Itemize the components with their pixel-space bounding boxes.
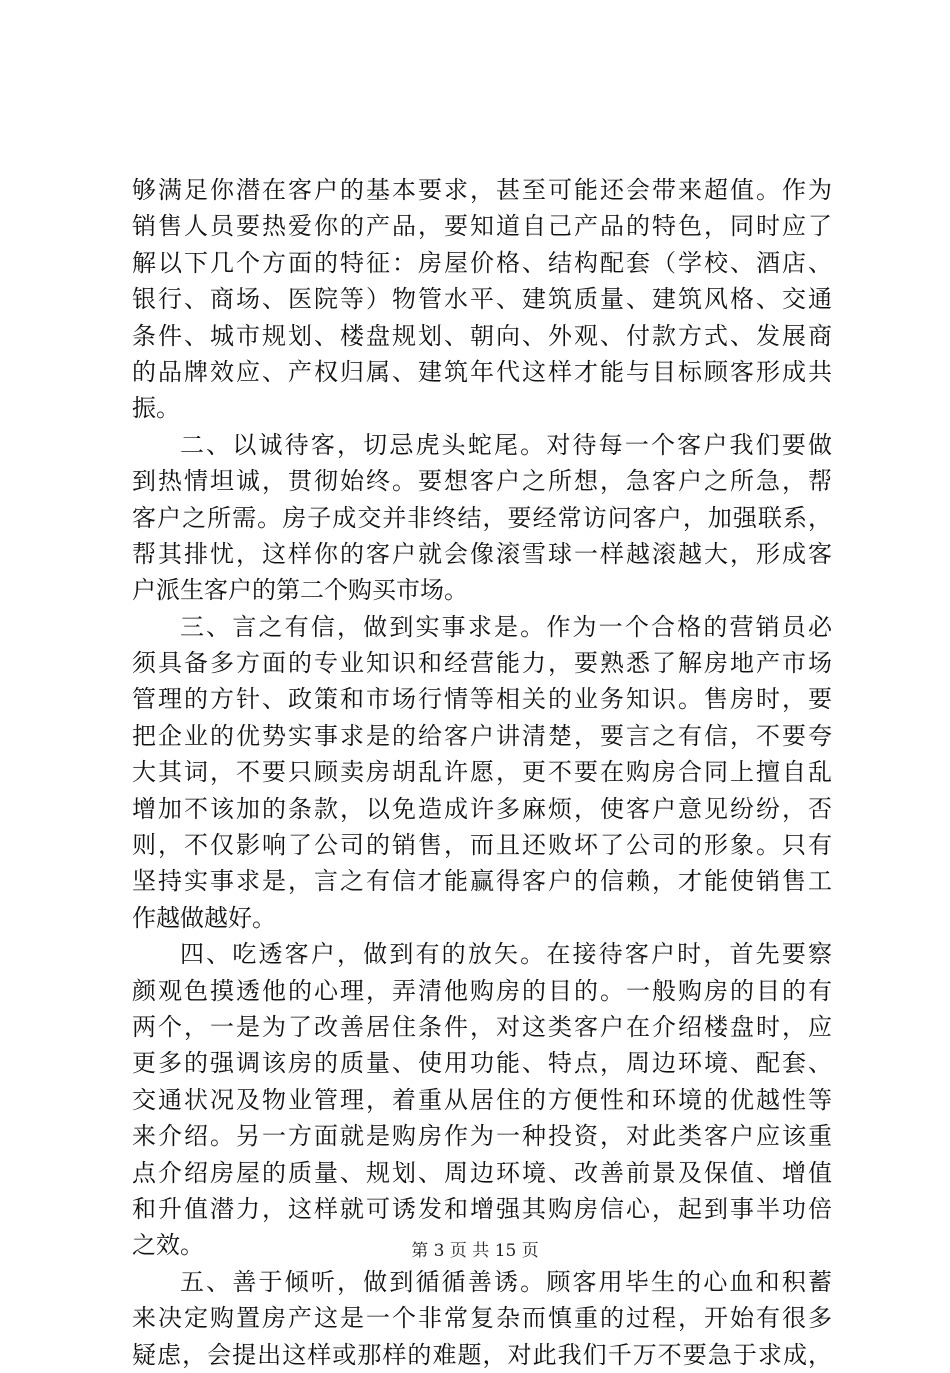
text-line: 三、言之有信，做到实事求是。作为一个合格的营销员必 — [180, 612, 832, 641]
text-line: 够满足你潜在客户的基本要求，甚至可能还会带来超值。作为 — [132, 176, 832, 204]
text-line: 作越做越好。 — [132, 903, 276, 932]
text-line: 客户之所需。房子成交并非终结，要经常访问客户，加强联系， — [132, 503, 832, 532]
text-line: 疑虑，会提出这样或那样的难题，对此我们千万不要急于求成， — [132, 1340, 832, 1369]
text-line: 和升值潜力，这样就可诱发和增强其购房信心，起到事半功倍 — [132, 1194, 832, 1223]
text-line: 大其词，不要只顾卖房胡乱许愿，更不要在购房合同上擅自乱 — [132, 758, 832, 787]
text-line: 更多的强调该房的质量、使用功能、特点，周边环境、配套、 — [132, 1049, 832, 1078]
text-line: 解以下几个方面的特征：房屋价格、结构配套（学校、酒店、 — [132, 248, 832, 277]
text-line: 管理的方针、政策和市场行情等相关的业务知识。售房时，要 — [132, 685, 832, 714]
text-line: 五、善于倾听，做到循循善诱。顾客用毕生的心血和积蓄 — [180, 1267, 832, 1296]
text-line: 振。 — [132, 394, 180, 423]
text-line: 把企业的优势实事求是的给客户讲清楚，要言之有信，不要夸 — [132, 721, 832, 750]
text-line: 的品牌效应、产权归属、建筑年代这样才能与目标顾客形成共 — [132, 357, 832, 386]
text-line: 销售人员要热爱你的产品，要知道自己产品的特色，同时应了 — [132, 212, 832, 241]
text-line: 点介绍房屋的质量、规划、周边环境、改善前景及保值、增值 — [132, 1158, 832, 1187]
text-line: 条件、城市规划、楼盘规划、朝向、外观、付款方式、发展商 — [132, 321, 832, 350]
text-line: 须具备多方面的专业知识和经营能力，要熟悉了解房地产市场 — [132, 649, 832, 678]
text-line: 增加不该加的条款，以免造成许多麻烦，使客户意见纷纷，否 — [132, 794, 832, 823]
body-text — [132, 172, 832, 1373]
text-line: 来决定购置房产这是一个非常复杂而慎重的过程，开始有很多 — [132, 1304, 832, 1333]
text-line: 四、吃透客户，做到有的放矢。在接待客户时，首先要察 — [180, 940, 832, 969]
page-footer: 第 3 页 共 15 页 — [411, 1241, 539, 1261]
text-line: 则，不仅影响了公司的销售，而且还败坏了公司的形象。只有 — [132, 831, 832, 860]
text-line: 帮其排忧，这样你的客户就会像滚雪球一样越滚越大，形成客 — [132, 539, 832, 568]
text-line: 户派生客户的第二个购买市场。 — [132, 576, 468, 605]
text-line: 来介绍。另一方面就是购房作为一种投资，对此类客户应该重 — [132, 1122, 832, 1151]
text-line: 两个，一是为了改善居住条件，对这类客户在介绍楼盘时，应 — [132, 1012, 832, 1041]
text-line: 交通状况及物业管理，着重从居住的方便性和环境的优越性等 — [132, 1085, 832, 1114]
text-line: 银行、商场、医院等）物管水平、建筑质量、建筑风格、交通 — [132, 285, 832, 314]
text-line: 颜观色摸透他的心理，弄清他购房的目的。一般购房的目的有 — [132, 976, 832, 1005]
text-line: 坚持实事求是，言之有信才能赢得客户的信赖，才能使销售工 — [132, 867, 832, 896]
text-line: 到热情坦诚，贯彻始终。要想客户之所想，急客户之所急，帮 — [132, 467, 832, 496]
text-line: 之效。 — [132, 1231, 204, 1260]
text-line: 二、以诚待客，切忌虎头蛇尾。对待每一个客户我们要做 — [180, 430, 832, 459]
